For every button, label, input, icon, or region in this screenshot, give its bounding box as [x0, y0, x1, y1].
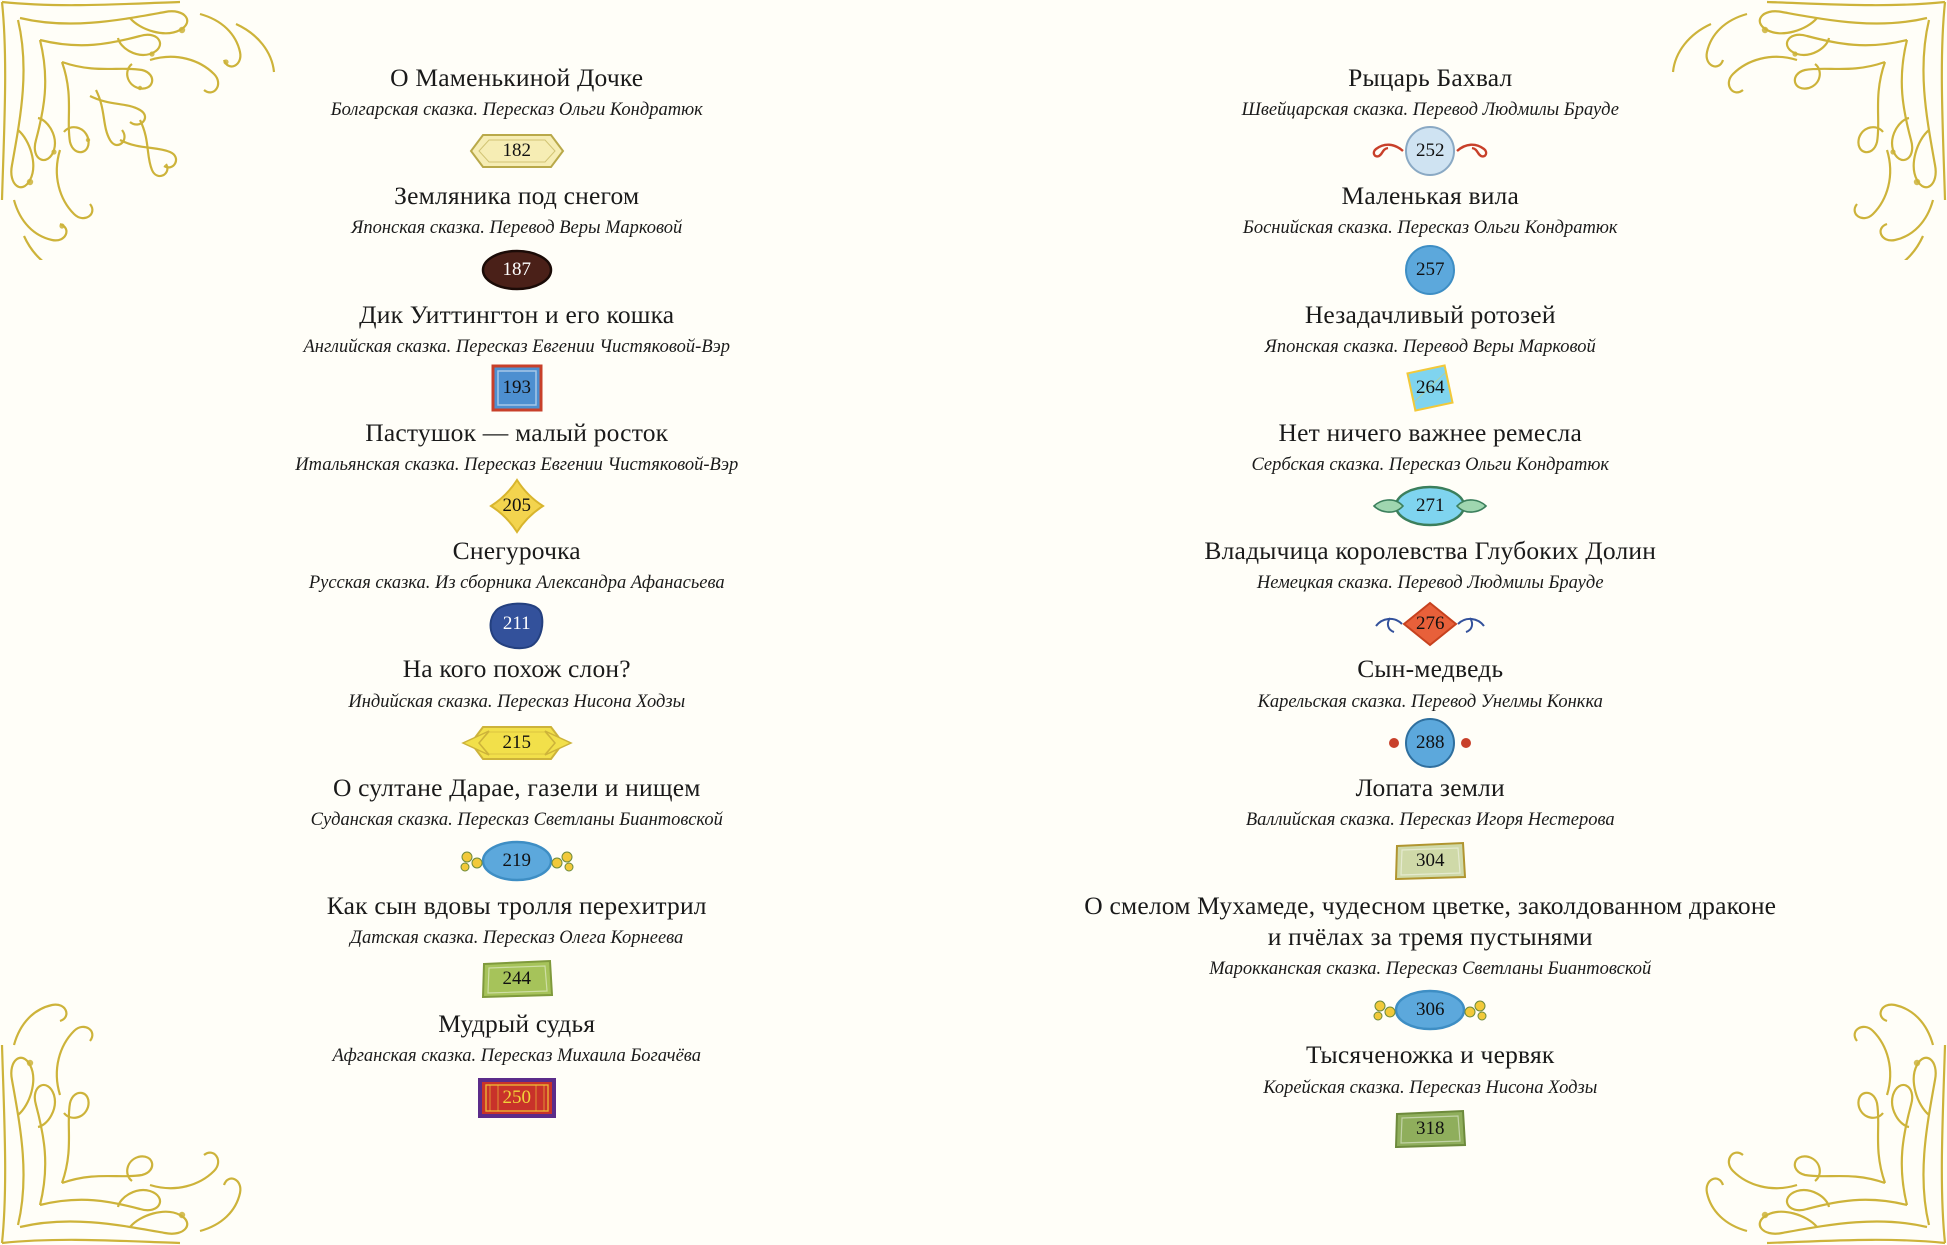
page-number-badge-wrap	[150, 128, 884, 174]
page-number: 205	[502, 495, 531, 517]
entry-subtitle: Швейцарская сказка. Перевод Людмилы Брауде	[1241, 100, 1619, 121]
contents-entry[interactable]	[150, 62, 884, 174]
page-number-badge[interactable]	[487, 725, 547, 761]
page-number-badge[interactable]	[1400, 992, 1460, 1028]
page-number-badge-wrap	[150, 720, 884, 766]
contents-entry[interactable]	[150, 299, 884, 411]
page-number-badge[interactable]	[1400, 843, 1460, 879]
page-number-badge[interactable]	[1400, 1111, 1460, 1147]
page-number-badge-wrap	[150, 956, 884, 1002]
page-number-badge[interactable]	[1400, 606, 1460, 642]
page-number-badge-wrap	[1064, 365, 1798, 411]
contents-entry[interactable]	[1064, 299, 1798, 411]
page-number-badge[interactable]	[487, 370, 547, 406]
page-number-badge[interactable]	[487, 252, 547, 288]
page-number: 257	[1416, 258, 1445, 280]
page-number-badge-wrap	[1064, 838, 1798, 884]
entry-title: Тысяченожка и червяк	[1306, 1040, 1555, 1070]
entry-title: О смелом Мухамеде, чудесном цветке, заколдованном драконе	[1084, 891, 1777, 921]
page-number-badge[interactable]	[1400, 725, 1460, 761]
entry-title: Лопата земли	[1355, 772, 1505, 802]
page-number-badge-wrap	[1064, 247, 1798, 293]
entry-subtitle: Японская сказка. Перевод Веры Марковой	[351, 218, 683, 239]
page-number-badge-wrap	[1064, 720, 1798, 766]
page-number-badge[interactable]	[1400, 370, 1460, 406]
contents-entry[interactable]	[150, 653, 884, 765]
page-number: 271	[1416, 495, 1445, 517]
entry-subtitle: Валлийская сказка. Пересказ Игоря Нестерова	[1245, 809, 1615, 830]
right-column	[974, 62, 1947, 1158]
page-number: 244	[502, 968, 531, 990]
entry-title: Дик Уиттингтон и его кошка	[359, 299, 675, 329]
entry-title: Пастушок — малый росток	[365, 417, 669, 447]
page-number: 215	[502, 731, 531, 753]
page-number-badge-wrap	[1064, 1106, 1798, 1152]
page-number: 193	[502, 376, 531, 398]
entry-title: Незадачливый ротозей	[1304, 299, 1556, 329]
page-number-badge-wrap	[150, 1075, 884, 1121]
entry-subtitle: Датская сказка. Пересказ Олега Корнеева	[350, 928, 684, 949]
entry-title: Маленькая вила	[1341, 181, 1519, 211]
page-number-badge-wrap	[1064, 987, 1798, 1033]
entry-subtitle: Индийская сказка. Пересказ Нисона Ходзы	[348, 691, 686, 712]
contents-entry[interactable]	[1064, 535, 1798, 647]
contents-entry[interactable]	[150, 890, 884, 1002]
contents-entry[interactable]	[1064, 772, 1798, 884]
page-number-badge-wrap	[150, 601, 884, 647]
page-number-badge[interactable]	[487, 961, 547, 997]
entry-title: Владычица королевства Глубоких Долин	[1204, 536, 1657, 566]
page-number-badge[interactable]	[487, 133, 547, 169]
page-number: 187	[502, 258, 531, 280]
contents-entry[interactable]	[1064, 653, 1798, 765]
contents-entry[interactable]	[150, 772, 884, 884]
entry-subtitle: Афганская сказка. Пересказ Михаила Богачёва	[332, 1046, 701, 1067]
entry-title: Нет ничего важнее ремесла	[1278, 417, 1582, 447]
page-number-badge[interactable]	[487, 1080, 547, 1116]
entry-subtitle: Карельская сказка. Перевод Унелмы Конкка	[1257, 691, 1603, 712]
entry-title: О султане Дарае, газели и нищем	[332, 772, 701, 802]
contents-entry[interactable]	[150, 417, 884, 529]
page-number: 219	[502, 850, 531, 872]
contents-columns	[0, 62, 1947, 1158]
page-number: 252	[1416, 140, 1445, 162]
page-number: 211	[502, 613, 531, 635]
entry-title: Земляника под снегом	[394, 181, 640, 211]
page-number-badge[interactable]	[1400, 133, 1460, 169]
entry-subtitle: Итальянская сказка. Пересказ Евгении Чистяковой-Вэр	[295, 455, 739, 475]
contents-entry[interactable]	[1064, 180, 1798, 292]
page-number-badge-wrap	[150, 247, 884, 293]
page-number-badge-wrap	[150, 838, 884, 884]
contents-entry[interactable]	[150, 180, 884, 292]
page-number: 250	[502, 1086, 531, 1108]
page-number-badge-wrap	[1064, 483, 1798, 529]
entry-title-line2: и пчёлах за тремя пустынями	[1267, 922, 1593, 952]
page-number-badge-wrap	[150, 365, 884, 411]
entry-title: Сын-медведь	[1357, 654, 1504, 684]
entry-title: О Маменькиной Дочке	[390, 63, 644, 92]
page-number-badge-wrap	[150, 483, 884, 529]
left-column	[0, 62, 974, 1158]
entry-subtitle: Немецкая сказка. Перевод Людмилы Брауде	[1256, 573, 1604, 594]
entry-subtitle: Сербская сказка. Пересказ Ольги Кондратюк	[1251, 455, 1610, 475]
entry-title: Рыцарь Бахвал	[1348, 63, 1513, 92]
contents-entry[interactable]	[150, 535, 884, 647]
page-number: 276	[1416, 613, 1445, 635]
page-number-badge-wrap	[1064, 128, 1798, 174]
contents-entry[interactable]	[1064, 417, 1798, 529]
entry-title: Как сын вдовы тролля перехитрил	[326, 891, 707, 921]
entry-subtitle: Болгарская сказка. Пересказ Ольги Кондратюк	[330, 100, 703, 121]
entry-subtitle: Марокканская сказка. Пересказ Светланы Биантовской	[1209, 959, 1652, 980]
page-number-badge[interactable]	[487, 843, 547, 879]
entry-subtitle: Русская сказка. Из сборника Александра Афанасьева	[308, 573, 725, 594]
page-number-badge[interactable]	[1400, 252, 1460, 288]
entry-subtitle: Японская сказка. Перевод Веры Марковой	[1264, 336, 1596, 357]
entry-subtitle: Боснийская сказка. Пересказ Ольги Кондратюк	[1242, 218, 1618, 239]
contents-entry[interactable]	[1064, 62, 1798, 174]
page-number-badge-wrap	[1064, 601, 1798, 647]
page-number: 288	[1416, 731, 1445, 753]
page-number-badge[interactable]	[487, 606, 547, 642]
contents-entry[interactable]	[150, 1008, 884, 1120]
page-number: 306	[1416, 999, 1445, 1021]
page-number-badge[interactable]	[487, 488, 547, 524]
contents-entry[interactable]	[1064, 890, 1798, 1033]
entry-title: Мудрый судья	[438, 1009, 596, 1039]
page-number: 304	[1416, 850, 1445, 872]
entry-title: На кого похож слон?	[402, 654, 631, 684]
entry-subtitle: Суданская сказка. Пересказ Светланы Биантовской	[310, 809, 723, 830]
contents-entry[interactable]	[1064, 1039, 1798, 1151]
page-number-badge[interactable]	[1400, 488, 1460, 524]
entry-subtitle: Корейская сказка. Пересказ Нисона Ходзы	[1263, 1077, 1598, 1098]
page-number: 264	[1416, 376, 1445, 398]
entry-title: Снегурочка	[452, 536, 581, 566]
page-number: 318	[1416, 1117, 1445, 1139]
entry-subtitle: Английская сказка. Пересказ Евгении Чистяковой-Вэр	[303, 336, 731, 357]
page-number: 182	[502, 140, 531, 162]
